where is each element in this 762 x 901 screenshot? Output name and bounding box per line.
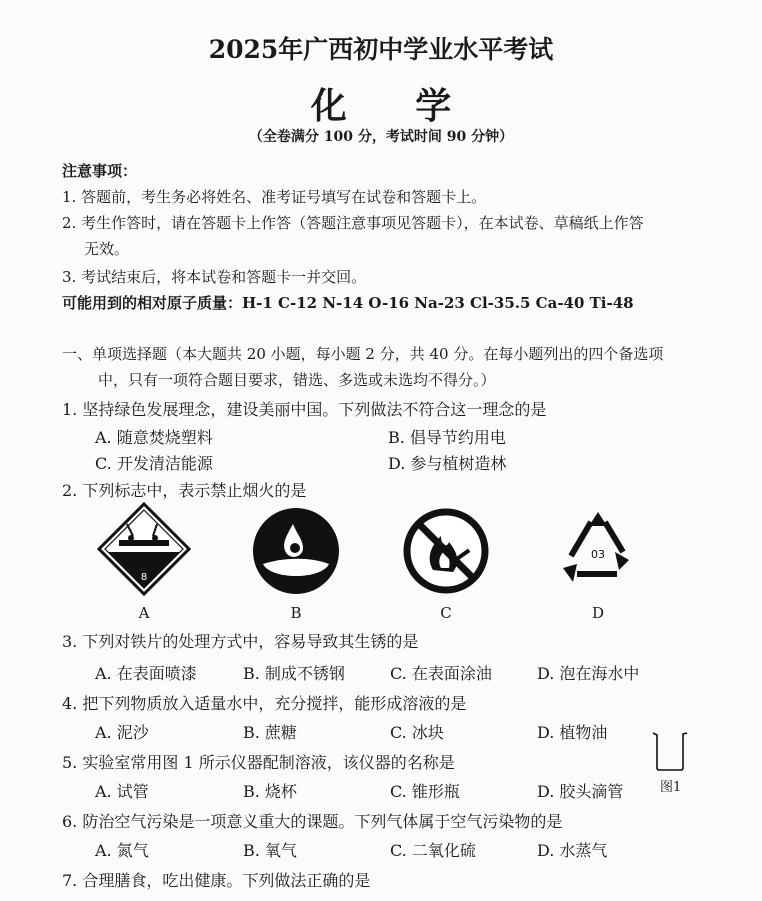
- q2-label-d: D: [591, 604, 605, 622]
- q5-option-b: B. 烧杯: [243, 782, 297, 801]
- q7-stem: 7. 合理膳食，吃出健康。下列做法正确的是: [62, 871, 371, 890]
- q5-option-c: C. 锥形瓶: [390, 782, 460, 801]
- figure-1-label: 图1: [660, 780, 682, 795]
- q5-stem: 5. 实验室常用图 1 所示仪器配制溶液，该仪器的名称是: [62, 753, 455, 772]
- q3-option-a: A. 在表面喷漆: [95, 664, 197, 683]
- q3-option-c: C. 在表面涂油: [390, 664, 492, 683]
- water-reactive-icon: [251, 506, 341, 596]
- q6-option-c: C. 二氧化硫: [390, 841, 476, 860]
- q2-label-a: A: [138, 604, 150, 622]
- page-title: 2025年广西初中学业水平考试: [208, 35, 554, 64]
- q1-option-c: C. 开发清洁能源: [95, 454, 213, 473]
- q5-option-d: D. 胶头滴管: [537, 782, 624, 801]
- note-item-2-line-1: 2. 考生作答时，请在答题卡上作答（答题注意事项见答题卡），在本试卷、草稿纸上作答: [62, 214, 644, 232]
- q4-option-c: C. 冰块: [390, 723, 444, 742]
- hazard-class-number: 8: [140, 572, 148, 583]
- q6-option-a: A. 氮气: [95, 841, 149, 860]
- q1-option-a: A. 随意焚烧塑料: [95, 428, 213, 447]
- q4-option-b: B. 蔗糖: [243, 723, 297, 742]
- notes-heading: 注意事项：: [62, 162, 138, 180]
- q3-stem: 3. 下列对铁片的处理方式中，容易导致其生锈的是: [62, 632, 419, 651]
- q4-stem: 4. 把下列物质放入适量水中，充分搅拌，能形成溶液的是: [62, 694, 467, 713]
- recycle-icon: [555, 508, 641, 590]
- q6-option-d: D. 水蒸气: [537, 841, 608, 860]
- q6-stem: 6. 防治空气污染是一项意义重大的课题。下列气体属于空气污染物的是: [62, 812, 563, 831]
- no-fire-icon: [403, 508, 489, 594]
- q2-stem: 2. 下列标志中，表示禁止烟火的是: [62, 481, 307, 500]
- q3-option-b: B. 制成不锈钢: [243, 664, 345, 683]
- atomic-masses: 可能用到的相对原子质量：H-1 C-12 N-14 O-16 Na-23 Cl-35.5 Ca-40 Ti-48: [62, 294, 634, 312]
- q3-option-d: D. 泡在海水中: [537, 664, 640, 683]
- section-heading-line-1: 一、单项选择题（本大题共 20 小题，每小题 2 分，共 40 分。在每小题列出的四个备选项: [62, 345, 664, 363]
- note-item-3: 3. 考试结束后，将本试卷和答题卡一并交回。: [62, 268, 367, 286]
- q4-option-d: D. 植物油: [537, 723, 608, 742]
- corrosive-hazard-icon: [97, 502, 191, 596]
- q5-option-a: A. 试管: [95, 782, 149, 801]
- q6-option-b: B. 氧气: [243, 841, 297, 860]
- recycle-code: 03: [591, 548, 605, 561]
- q1-option-d: D. 参与植树造林: [388, 454, 507, 473]
- q1-option-b: B. 倡导节约用电: [388, 428, 506, 447]
- subject-title: 化 学: [310, 85, 480, 127]
- section-heading-line-2: 中，只有一项符合题目要求，错选、多选或未选均不得分。）: [98, 371, 496, 389]
- q1-stem: 1. 坚持绿色发展理念，建设美丽中国。下列做法不符合这一理念的是: [62, 400, 547, 419]
- note-item-2-line-2: 无效。: [84, 240, 130, 258]
- note-item-1: 1. 答题前，考生务必将姓名、准考证号填写在试卷和答题卡上。: [62, 188, 487, 206]
- beaker-icon: [650, 730, 690, 772]
- q4-option-a: A. 泥沙: [95, 723, 149, 742]
- exam-meta: （全卷满分 100 分，考试时间 90 分钟）: [248, 129, 514, 145]
- q2-label-c: C: [440, 604, 452, 622]
- q2-label-b: B: [290, 604, 302, 622]
